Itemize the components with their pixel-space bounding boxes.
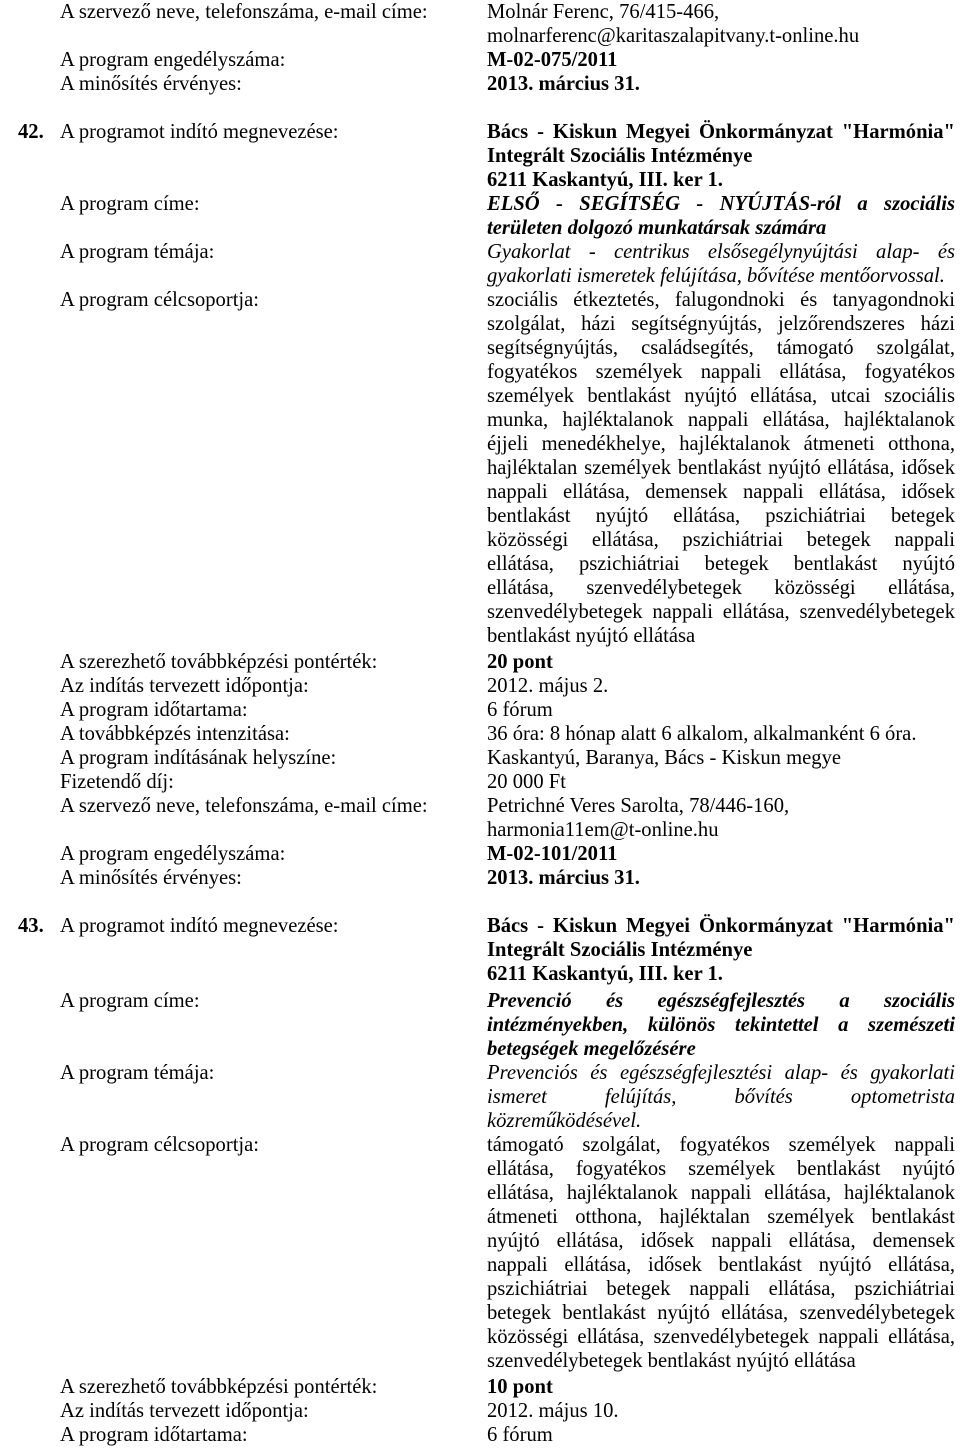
field-label: A program témája: [60,241,215,263]
value-line: szenvedélybetegek bentlakást nyújtó ellátása [487,1350,856,1372]
field-value [487,1061,955,1133]
field-label: A program címe: [60,193,200,215]
value-line: harmonia11em@t-online.hu [487,819,719,841]
field-value [487,1375,955,1399]
field-label: A program célcsoportja: [60,1134,260,1156]
field-duration [0,1423,960,1447]
field-topic [0,240,960,288]
value-line: Kaskantyú, Baranya, Bács - Kiskun megye [487,747,842,769]
value-line: M-02-101/2011 [487,843,618,865]
field-label: A minősítés érvényes: [60,867,242,889]
value-line: 2012. május 10. [487,1400,619,1422]
field-credit-points [0,650,960,674]
value-line: ELSŐ - SEGÍTSÉG - NYÚJTÁS-ról a szociális [487,193,955,215]
field-planned-start [0,674,960,698]
value-line: intézményekben, különös tekintettel a szemészeti [487,1014,955,1036]
value-line: 36 óra: 8 hónap alatt 6 alkalom, alkalmanként 6 óra. [487,723,917,745]
field-label: A program időtartama: [60,699,248,721]
field-target-group [0,1133,960,1373]
field-label: A program engedélyszáma: [60,843,286,865]
field-value [487,914,955,986]
value-line: közösségi ellátása, pszichiátriai betegek nappali [487,529,955,551]
value-line: Prevenció és egészségfejlesztés a szociális [487,990,955,1012]
program-entry [0,120,960,890]
field-permit-number [0,842,960,866]
value-line: bentlakást nyújtó ellátása [487,625,696,647]
field-value [487,842,955,866]
value-line: 2013. március 31. [487,73,640,95]
field-fee [0,770,960,794]
field-label: Az indítás tervezett időpontja: [60,1400,309,1422]
field-valid-until [0,72,960,96]
field-value [487,240,955,288]
field-duration [0,698,960,722]
field-label: A szerezhető továbbképzési pontérték: [60,651,378,673]
value-line: 6 fórum [487,699,553,721]
value-line: közreműködésével. [487,1110,642,1132]
value-line: támogató szolgálat, fogyatékos személyek nappali [487,1134,955,1156]
field-value [487,1423,955,1447]
value-line: gyakorlati ismeretek felújítása, bővítése mentőorvossal. [487,265,945,287]
field-value [487,1399,955,1423]
value-line: nappali ellátása, idősek bentlakást nyújtó ellátása, [487,1254,955,1276]
value-line: bentlakást nyújtó ellátása, pszichiátriai betegek [487,505,955,527]
field-value [487,794,955,842]
field-label: A program indításának helyszíne: [60,747,337,769]
value-line: szenvedélybetegek nappali ellátása, szenvedélybetegek [487,601,955,623]
field-label: A program témája: [60,1062,215,1084]
field-label: A szerezhető továbbképzési pontérték: [60,1376,378,1398]
field-topic [0,1061,960,1133]
field-label: A szervező neve, telefonszáma, e-mail címe: [60,1,428,23]
value-line: Prevenciós és egészségfejlesztési alap- és gyakorlati [487,1062,955,1084]
field-planned-start [0,1399,960,1423]
field-value [487,698,955,722]
value-line: szolgálat, házi segítségnyújtás, jelzőrendszeres házi [487,313,955,335]
value-line: 6211 Kaskantyú, III. ker 1. [487,169,723,191]
value-line: nyújtó ellátása, idősek nappali ellátása, demensek [487,1230,955,1252]
value-line: szociális étkeztetés, falugondnoki és tanyagondnoki [487,289,955,311]
field-value [487,48,955,72]
value-line: közösségi ellátása, szenvedélybetegek nappali ellátása, [487,1326,955,1348]
value-line: 20 pont [487,651,553,673]
field-organizer [0,0,960,48]
value-line: pszichiátriai betegek nappali ellátása, pszichiátriai [487,1278,955,1300]
field-label: A szervező neve, telefonszáma, e-mail címe: [60,795,428,817]
value-line: személyek bentlakást nyújtó ellátása, utcai szociális [487,385,955,407]
value-line: 20 000 Ft [487,771,566,793]
value-line: Integrált Szociális Intézménye [487,145,753,167]
field-label: A program címe: [60,990,200,1012]
field-value [487,674,955,698]
field-location [0,746,960,770]
value-line: ellátása, hajléktalanok nappali ellátása, hajléktalanok [487,1182,955,1204]
field-initiator [0,120,960,192]
field-value [487,288,955,648]
field-value [487,770,955,794]
field-value [487,192,955,240]
entry-number: 42. [18,121,44,143]
field-label: Az indítás tervezett időpontja: [60,675,309,697]
field-value [487,0,955,48]
value-line: Bács - Kiskun Megyei Önkormányzat "Harmónia" [487,121,955,143]
field-value [487,989,955,1061]
value-line: Molnár Ferenc, 76/415-466, [487,1,720,23]
value-line: Integrált Szociális Intézménye [487,939,753,961]
program-entry [0,0,960,96]
value-line: hajléktalan személyek bentlakást nyújtó ellátása, idősek [487,457,955,479]
value-line: területen dolgozó munkatársak számára [487,217,827,239]
field-program-title [0,192,960,240]
field-label: A program célcsoportja: [60,289,260,311]
value-line: Petrichné Veres Sarolta, 78/446-160, [487,795,790,817]
value-line: munka, hajléktalanok nappali ellátása, hajléktalanok [487,409,955,431]
value-line: betegségek megelőzésére [487,1038,696,1060]
entry-number: 43. [18,915,44,937]
value-line: segítségnyújtás, családsegítés, támogató szolgálat, [487,337,955,359]
field-permit-number [0,48,960,72]
field-label: A program engedélyszáma: [60,49,286,71]
field-value [487,650,955,674]
value-line: molnarferenc@karitaszalapitvany.t-online.hu [487,25,860,47]
field-value [487,72,955,96]
field-label: A programot indító megnevezése: [60,121,339,143]
field-intensity [0,722,960,746]
value-line: 6 fórum [487,1424,553,1446]
value-line: betegek bentlakást nyújtó ellátása, szenvedélybetegek [487,1302,955,1324]
field-label: A továbbképzés intenzitása: [60,723,290,745]
field-credit-points [0,1375,960,1399]
field-organizer [0,794,960,842]
value-line: nappali ellátása, demensek nappali ellátása, idősek [487,481,955,503]
field-value [487,1133,955,1373]
field-valid-until [0,866,960,890]
value-line: Gyakorlat - centrikus elsősegélynyújtási alap- és [487,241,955,263]
field-value [487,722,955,746]
field-value [487,866,955,890]
value-line: ellátása, szenvedélybetegek közösségi ellátása, [487,577,955,599]
field-label: A programot indító megnevezése: [60,915,339,937]
field-label: Fizetendő díj: [60,771,174,793]
field-label: A program időtartama: [60,1424,248,1446]
value-line: éjjeli menedékhelye, hajléktalanok átmeneti otthona, [487,433,955,455]
value-line: Bács - Kiskun Megyei Önkormányzat "Harmónia" [487,915,955,937]
value-line: ellátása, fogyatékos személyek bentlakást nyújtó [487,1158,955,1180]
value-line: 2012. május 2. [487,675,609,697]
field-value [487,120,955,192]
field-program-title [0,989,960,1061]
value-line: fogyatékos személyek nappali ellátása, fogyatékos [487,361,955,383]
field-label: A minősítés érvényes: [60,73,242,95]
program-entry [0,914,960,1447]
value-line: 10 pont [487,1376,553,1398]
value-line: 2013. március 31. [487,867,640,889]
field-value [487,746,955,770]
value-line: átmeneti otthona, hajléktalan személyek bentlakást [487,1206,955,1228]
value-line: ellátása, pszichiátriai betegek bentlakást nyújtó [487,553,955,575]
field-target-group [0,288,960,648]
value-line: ismeret felújítás, bővítés optometrista [487,1086,955,1108]
field-initiator [0,914,960,986]
value-line: 6211 Kaskantyú, III. ker 1. [487,963,723,985]
value-line: M-02-075/2011 [487,49,618,71]
